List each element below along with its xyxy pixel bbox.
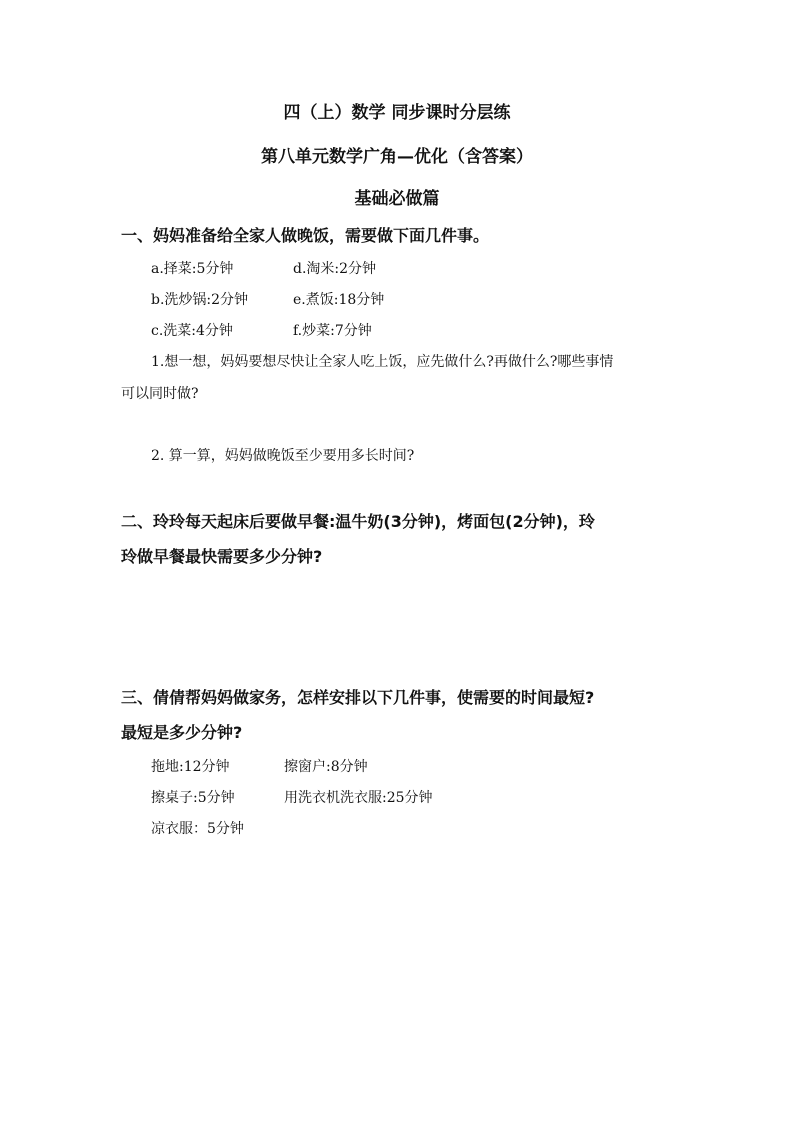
page-title: 四（上）数学 同步课时分层练 [283, 103, 511, 123]
page-subtitle: 第八单元数学广角—优化（含答案） [261, 147, 533, 167]
chore-hang-clothes: 凉衣服：5分钟 [151, 821, 244, 837]
task-c: c.洗菜:4分钟 [151, 323, 233, 339]
task-e: e.煮饭:18分钟 [293, 292, 385, 308]
question-3-line2: 最短是多少分钟? [121, 723, 243, 742]
question-2-line2: 玲做早餐最快需要多少分钟? [121, 547, 323, 566]
chore-washing-machine: 用洗衣机洗衣服:25分钟 [284, 790, 433, 806]
question-1-sub1-line2: 可以同时做? [121, 386, 199, 402]
question-1-sub1-line1: 1.想一想，妈妈要想尽快让全家人吃上饭，应先做什么?再做什么?哪些事情 [151, 354, 614, 370]
task-a: a.择菜:5分钟 [151, 261, 234, 277]
chore-wipe-window: 擦窗户:8分钟 [284, 759, 368, 775]
question-2-line1: 二、玲玲每天起床后要做早餐:温牛奶(3分钟)，烤面包(2分钟)，玲 [121, 512, 595, 531]
section-title: 基础必做篇 [354, 189, 440, 209]
chore-wipe-table: 擦桌子:5分钟 [151, 790, 235, 806]
chore-mop-floor: 拖地:12分钟 [151, 759, 230, 775]
task-d: d.淘米:2分钟 [293, 261, 377, 277]
task-f: f.炒菜:7分钟 [293, 323, 372, 339]
question-1-heading: 一、妈妈准备给全家人做晚饭，需要做下面几件事。 [121, 226, 490, 245]
question-1-sub2: 2. 算一算，妈妈做晚饭至少要用多长时间? [151, 448, 415, 464]
question-3-line1: 三、倩倩帮妈妈做家务，怎样安排以下几件事，使需要的时间最短? [121, 688, 595, 707]
task-b: b.洗炒锅:2分钟 [151, 292, 249, 308]
